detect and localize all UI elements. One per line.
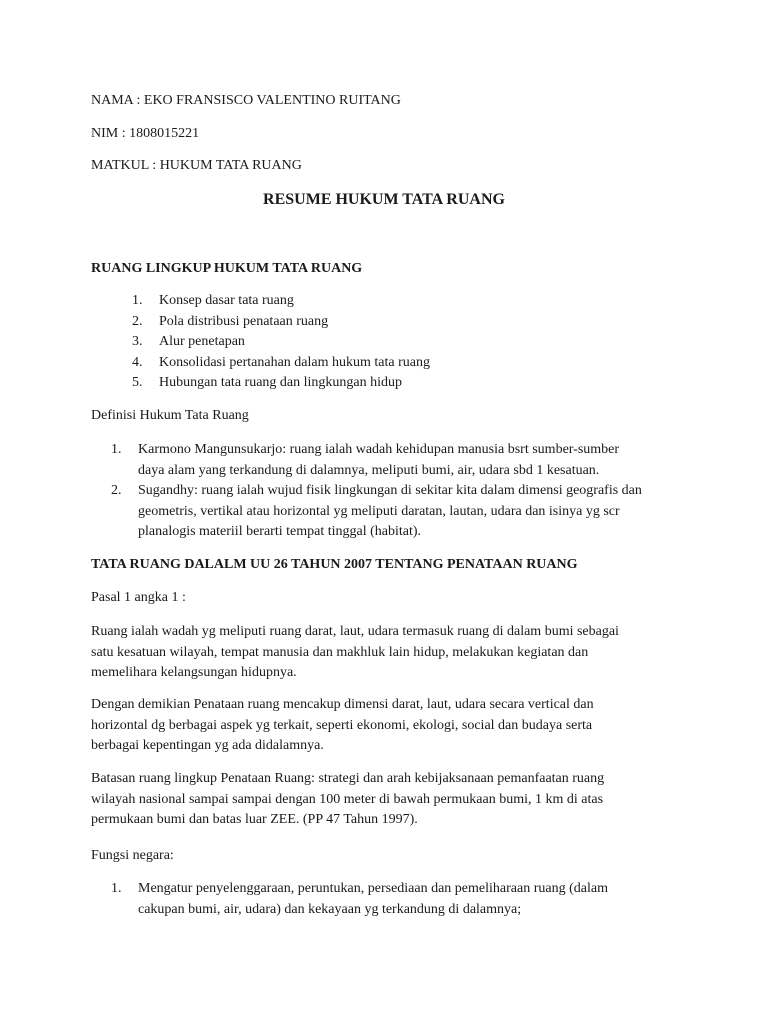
list-item: 5. Hubungan tata ruang dan lingkungan hidup	[132, 375, 403, 390]
list-item: 2. Sugandhy: ruang ialah wujud fisik lingkungan di sekitar kita dalam dimensi geografis dan geometris, vertikal atau horizontal yg meliputi daratan, lautan, udara dan isinya yg scr planalogis materiil berarti tempat tinggal (habitat).	[111, 483, 642, 539]
list-item: 1. Mengatur penyelenggaraan, peruntukan, persediaan dan pemeliharaan ruang (dalam cakupan bumi, air, udara) dan kekayaan yg terkandung di dalamnya;	[111, 881, 608, 917]
ruang-lingkup-list	[132, 291, 430, 394]
paragraph-penataan: Dengan demikian Penataan ruang mencakup dimensi darat, laut, udara secara vertical dan horizontal dg berbagai aspek yg terkait, seperti ekonomi, ekologi, social dan budaya serta berbagai kepentingan yg ada didalamnya.	[91, 697, 594, 753]
list-item: 2. Pola distribusi penataan ruang	[132, 313, 329, 329]
list-item: 3. Alur penetapan	[132, 334, 245, 349]
student-nim: NIM : 1808015221	[91, 126, 200, 141]
section-heading-ruang-lingkup: RUANG LINGKUP HUKUM TATA RUANG	[91, 261, 363, 276]
student-name: NAMA : EKO FRANSISCO VALENTINO RUITANG	[91, 93, 401, 108]
pasal-label: Pasal 1 angka 1 :	[91, 590, 186, 605]
list-item: 1. Karmono Mangunsukarjo: ruang ialah wadah kehidupan manusia bsrt sumber-sumber daya alam yang terkandung di dalamnya, meliputi bumi, air, udara sbd 1 kesatuan.	[111, 442, 620, 478]
fungsi-heading: Fungsi negara:	[91, 848, 174, 863]
fungsi-list	[111, 879, 608, 920]
paragraph-batasan: Batasan ruang lingkup Penataan Ruang: strategi dan arah kebijaksanaan pemanfaatan ruang wilayah nasional sampai sampai dengan 100 meter di bawah permukaan bumi, 1 km di atas permukaan bumi dan batas luar ZEE. (PP 47 Tahun 1997).	[91, 771, 605, 827]
definisi-list	[111, 440, 642, 543]
list-item: 4. Konsolidasi pertanahan dalam hukum tata ruang	[132, 354, 430, 370]
definisi-heading: Definisi Hukum Tata Ruang	[91, 408, 249, 423]
paragraph-ruang: Ruang ialah wadah yg meliputi ruang darat, laut, udara termasuk ruang di dalam bumi sebagai satu kesatuan wilayah, tempat manusia dan makhluk lain hidup, melakukan kegiatan dan memelihara kelangsungan hidupnya.	[91, 624, 619, 680]
course-name: MATKUL : HUKUM TATA RUANG	[91, 158, 302, 173]
list-item: 1. Konsep dasar tata ruang	[132, 293, 294, 308]
document-title: RESUME HUKUM TATA RUANG	[263, 191, 505, 208]
section-heading-uu: TATA RUANG DALALM UU 26 TAHUN 2007 TENTANG PENATAAN RUANG	[91, 557, 578, 572]
